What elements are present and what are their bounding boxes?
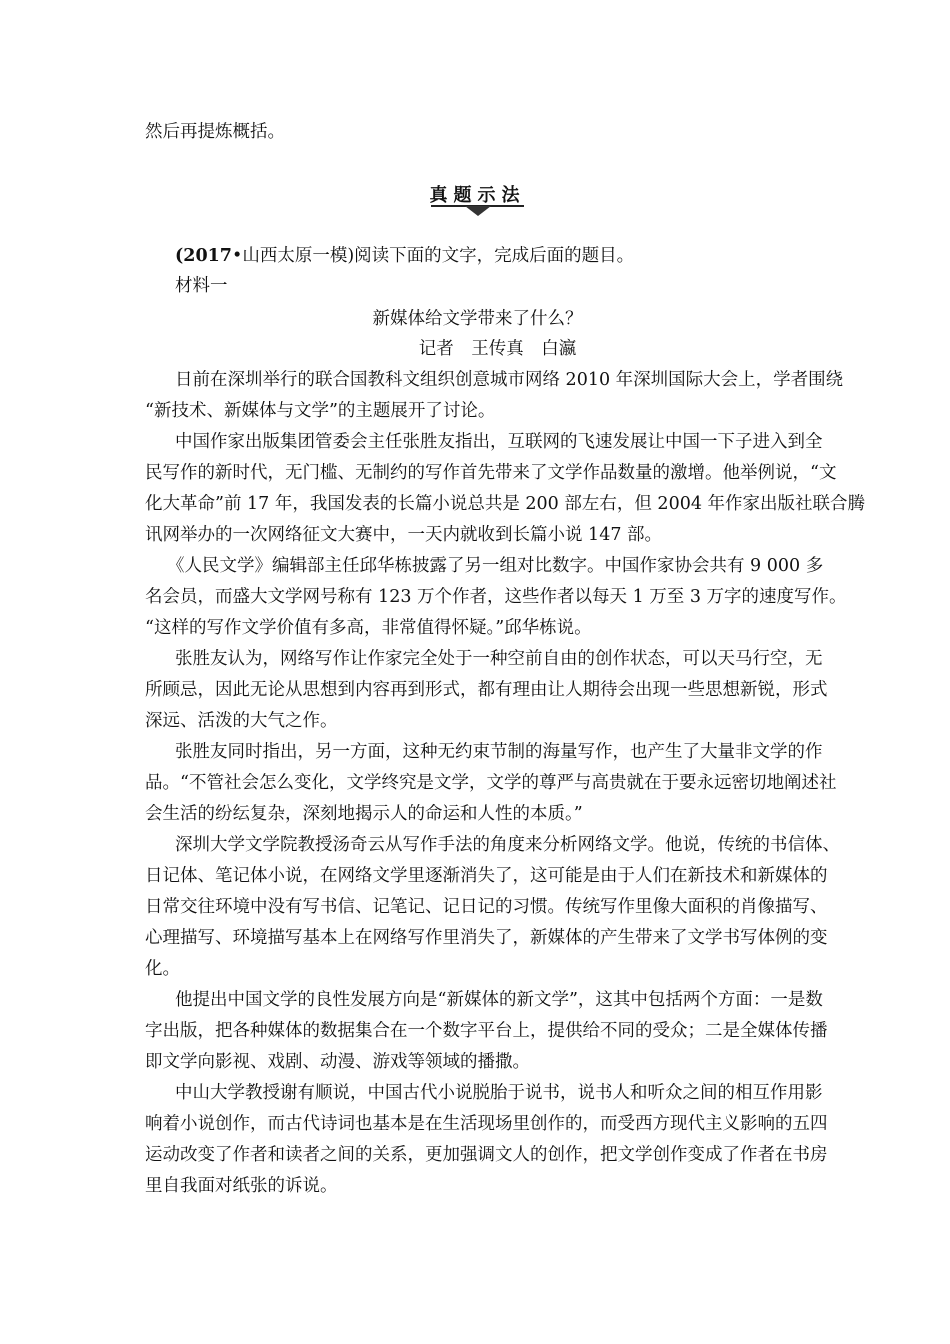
continuation-line: 然后再提炼概括。 [145, 122, 285, 142]
triangle-down-icon [465, 206, 491, 216]
text-line: 日记体、笔记体小说，在网络文学里逐渐消失了，这可能是由于人们在新技术和新媒体的 [145, 866, 828, 886]
text-line: 张胜友认为，网络写作让作家完全处于一种空前自由的创作状态，可以天马行空，无 [175, 649, 823, 669]
text-line: 化。 [145, 959, 180, 979]
text-line: 中国作家出版集团管委会主任张胜友指出，互联网的飞速发展让中国一下子进入到全 [175, 432, 823, 452]
question-source [175, 246, 634, 266]
text-line: 他提出中国文学的良性发展方向是“新媒体的新文学”，这其中包括两个方面：一是数 [175, 990, 823, 1010]
text-line: 运动改变了作者和读者之间的关系，更加强调文人的创作，把文学创作变成了作者在书房 [145, 1145, 828, 1165]
text-line: 会生活的纷纭复杂，深刻地揭示人的命运和人性的本质。” [145, 804, 583, 824]
source-text: •山西太原一模)阅读下面的文字，完成后面的题目。 [232, 246, 635, 266]
text-line: 深远、活泼的大气之作。 [145, 711, 338, 731]
text-line: 中山大学教授谢有顺说，中国古代小说脱胎于说书，说书人和听众之间的相互作用影 [175, 1083, 823, 1103]
text-line: 名会员，而盛大文学网号称有 123 万个作者，这些作者以每天 1 万至 3 万字的速度写作。 [145, 587, 847, 607]
text-line: 品。“不管社会怎么变化，文学终究是文学，文学的尊严与高贵就在于要永远密切地阐述社 [145, 773, 837, 793]
text-line: 化大革命”前 17 年，我国发表的长篇小说总共是 200 部左右，但 2004 年作家出版社联合腾 [145, 494, 866, 514]
text-line: 所顾忌，因此无论从思想到内容再到形式，都有理由让人期待会出现一些思想新锐，形式 [145, 680, 828, 700]
text-line: 民写作的新时代，无门槛、无制约的写作首先带来了文学作品数量的激增。他举例说，“文 [145, 463, 837, 483]
section-heading: 真题示法 [429, 185, 526, 206]
text-line: 深圳大学文学院教授汤奇云从写作手法的角度来分析网络文学。他说，传统的书信体、 [175, 835, 840, 855]
text-line: 张胜友同时指出，另一方面，这种无约束节制的海量写作，也产生了大量非文学的作 [175, 742, 823, 762]
text-line: 里自我面对纸张的诉说。 [145, 1176, 338, 1196]
material-label: 材料一 [175, 276, 228, 296]
article-byline: 记者 王传真 白瀛 [418, 339, 577, 359]
text-line: 心理描写、环境描写基本上在网络写作里消失了，新媒体的产生带来了文学书写体例的变 [145, 928, 828, 948]
text-line: 即文学向影视、戏剧、动漫、游戏等领域的播撒。 [145, 1052, 530, 1072]
text-line: 字出版，把各种媒体的数据集合在一个数字平台上，提供给不同的受众；二是全媒体传播 [145, 1021, 828, 1041]
source-year: (2017 [175, 246, 232, 266]
text-line: 响着小说创作，而古代诗词也基本是在生活现场里创作的，而受西方现代主义影响的五四 [145, 1114, 828, 1134]
text-line: “这样的写作文学价值有多高，非常值得怀疑。”邱华栋说。 [145, 618, 592, 638]
text-line: 《人民文学》编辑部主任邱华栋披露了另一组对比数字。中国作家协会共有 9 000 多 [167, 556, 824, 576]
text-line: 讯网举办的一次网络征文大赛中，一天内就收到长篇小说 147 部。 [145, 525, 663, 545]
text-line: 日常交往环境中没有写书信、记笔记、记日记的习惯。传统写作里像大面积的肖像描写、 [145, 897, 828, 917]
article-title: 新媒体给文学带来了什么？ [372, 309, 583, 329]
text-line: “新技术、新媒体与文学”的主题展开了讨论。 [145, 401, 496, 421]
text-line: 日前在深圳举行的联合国教科文组织创意城市网络 2010 年深圳国际大会上，学者围绕 [175, 370, 844, 390]
